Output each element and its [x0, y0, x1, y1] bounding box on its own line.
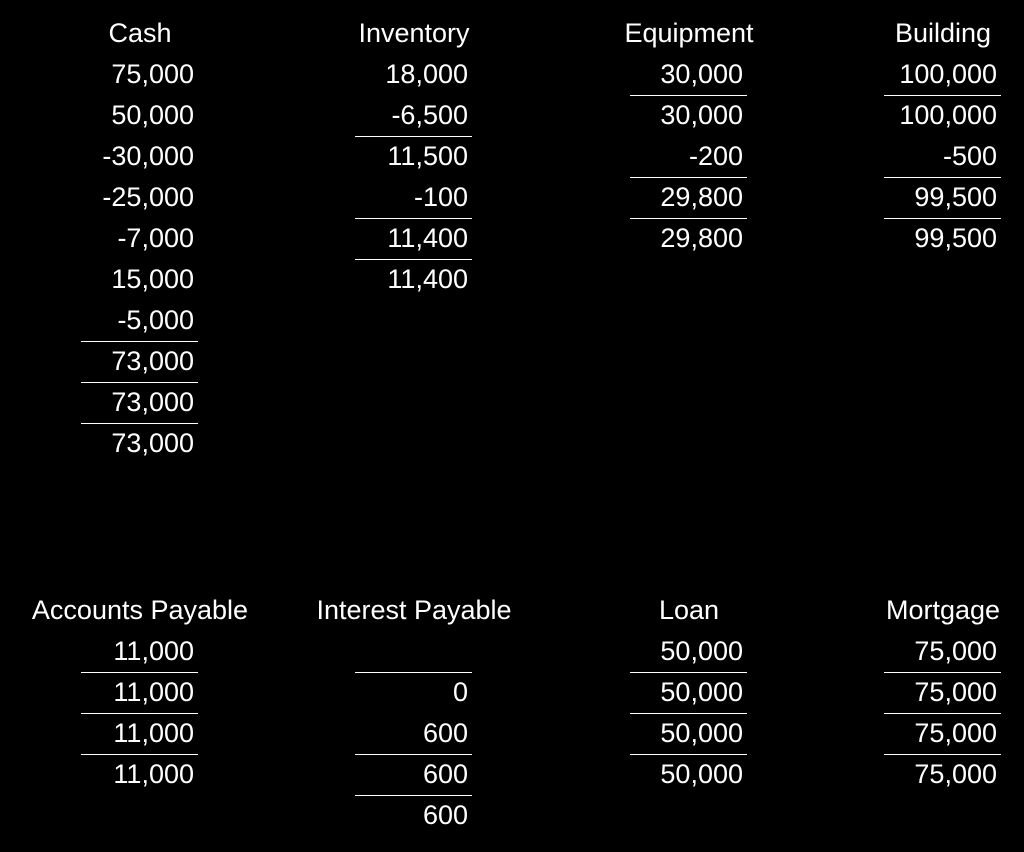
account-title: Equipment [624, 18, 754, 48]
value-cell: 73,000 [111, 428, 194, 458]
value-cell: 75,000 [914, 759, 997, 789]
value-cell: 600 [422, 718, 468, 748]
value-cell: 11,000 [113, 759, 194, 789]
value-cell: -100 [413, 182, 468, 212]
value-cell: 11,000 [113, 677, 194, 707]
account-title: Interest Payable [316, 595, 512, 625]
account-title: Inventory [358, 18, 470, 48]
account-building [883, 14, 1003, 274]
value-cell: 75,000 [111, 59, 194, 89]
value-cell: 73,000 [111, 346, 194, 376]
value-cell: 50,000 [660, 759, 743, 789]
account-title: Mortgage [885, 595, 1001, 625]
value-cell: 29,800 [660, 182, 743, 212]
value-cell: 50,000 [660, 636, 743, 666]
account-title: Cash [108, 18, 172, 48]
value-cell: 11,000 [113, 718, 194, 748]
account-equipment [624, 14, 754, 274]
value-cell: 99,500 [914, 223, 997, 253]
account-title: Building [894, 18, 992, 48]
account-interest-payable [316, 591, 512, 841]
value-cell: 11,400 [387, 223, 468, 253]
value-cell: 0 [452, 677, 468, 707]
account-accounts-payable [31, 591, 249, 811]
value-cell: -30,000 [102, 141, 194, 171]
value-cell: -500 [942, 141, 997, 171]
value-cell: -200 [688, 141, 743, 171]
value-cell: 75,000 [914, 718, 997, 748]
account-title: Accounts Payable [31, 595, 249, 625]
value-cell: 75,000 [914, 636, 997, 666]
value-cell: -6,500 [391, 100, 468, 130]
value-cell: 11,000 [113, 636, 194, 666]
value-cell: 18,000 [385, 59, 468, 89]
value-cell: 30,000 [660, 100, 743, 130]
value-cell: -5,000 [117, 305, 194, 335]
account-mortgage [883, 591, 1003, 811]
value-cell: 100,000 [899, 100, 997, 130]
value-cell: 75,000 [914, 677, 997, 707]
account-title: Loan [658, 595, 720, 625]
value-cell: -25,000 [102, 182, 194, 212]
account-cash [80, 14, 200, 474]
value-cell: 50,000 [660, 718, 743, 748]
value-cell: 15,000 [111, 264, 194, 294]
value-cell: 73,000 [111, 387, 194, 417]
value-cell: 11,400 [387, 264, 468, 294]
value-cell: 11,500 [387, 141, 468, 171]
value-cell: -7,000 [117, 223, 194, 253]
value-cell: 600 [422, 800, 468, 830]
value-cell: 50,000 [111, 100, 194, 130]
value-cell: 99,500 [914, 182, 997, 212]
account-loan [629, 591, 749, 811]
value-cell: 600 [422, 759, 468, 789]
account-inventory [354, 14, 474, 314]
value-cell: 30,000 [660, 59, 743, 89]
value-cell: 29,800 [660, 223, 743, 253]
value-cell: 50,000 [660, 677, 743, 707]
value-cell: 100,000 [899, 59, 997, 89]
